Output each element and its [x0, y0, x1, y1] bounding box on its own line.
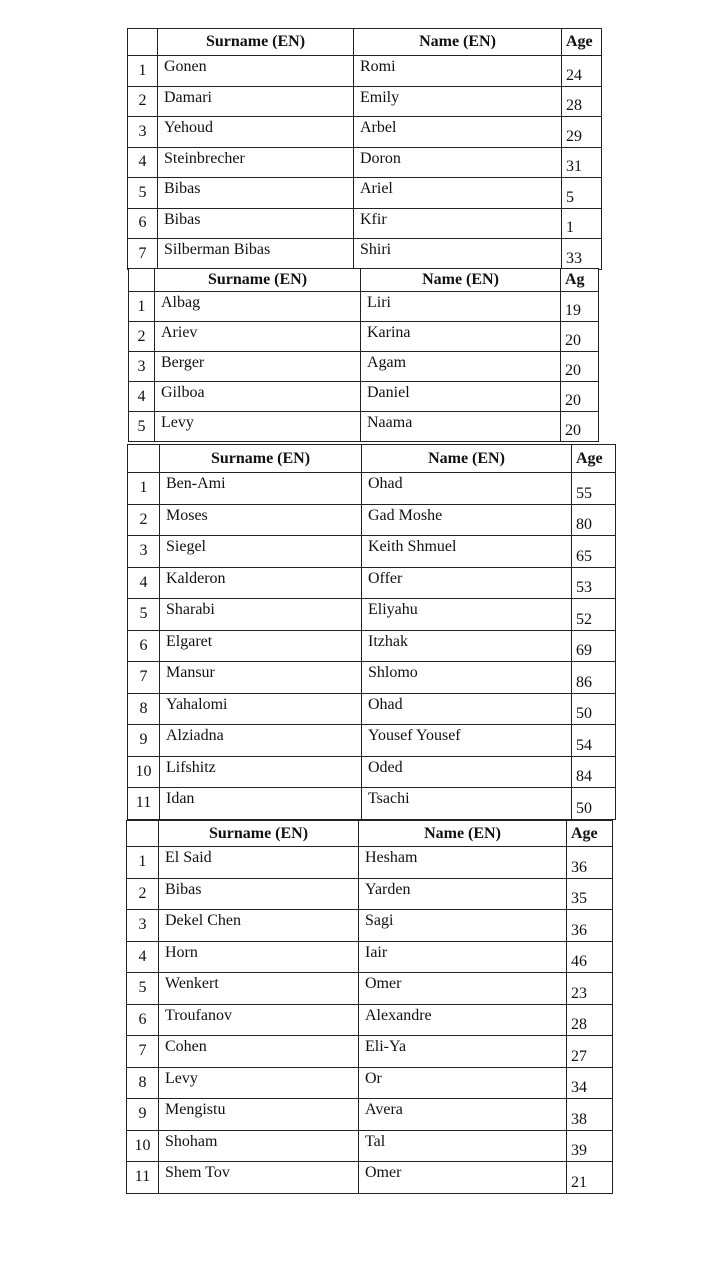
surname-cell: Cohen	[159, 1036, 359, 1068]
name-header: Name (EN)	[354, 29, 562, 56]
table-row	[129, 352, 599, 382]
surname-cell: Alziadna	[160, 725, 362, 757]
index-header	[127, 821, 159, 847]
surname-cell: Levy	[155, 412, 361, 442]
age-cell: 69	[572, 630, 616, 662]
table-row	[129, 382, 599, 412]
row-number: 4	[128, 567, 160, 599]
surname-cell: Horn	[159, 941, 359, 973]
name-cell: Naama	[361, 412, 561, 442]
row-number: 2	[129, 322, 155, 352]
table-row	[128, 788, 616, 820]
row-number: 4	[128, 147, 158, 178]
row-number: 7	[128, 662, 160, 694]
name-cell: Daniel	[361, 382, 561, 412]
name-cell: Kfir	[354, 208, 562, 239]
name-cell: Tal	[359, 1130, 567, 1162]
table-3	[127, 444, 616, 820]
table-row	[128, 56, 602, 87]
age-cell: 86	[572, 662, 616, 694]
age-cell: 53	[572, 567, 616, 599]
age-header: Age	[572, 445, 616, 473]
name-cell: Shlomo	[362, 662, 572, 694]
surname-cell: Troufanov	[159, 1004, 359, 1036]
surname-header: Surname (EN)	[160, 445, 362, 473]
surname-cell: Shem Tov	[159, 1162, 359, 1194]
table-1	[127, 28, 602, 270]
age-cell: 28	[562, 86, 602, 117]
name-cell: Tsachi	[362, 788, 572, 820]
surname-cell: Bibas	[159, 878, 359, 910]
name-cell: Yousef Yousef	[362, 725, 572, 757]
table-row	[128, 208, 602, 239]
surname-cell: Damari	[158, 86, 354, 117]
row-number: 1	[127, 847, 159, 879]
age-cell: 23	[567, 973, 613, 1005]
name-cell: Ohad	[362, 693, 572, 725]
header-row	[128, 29, 602, 56]
name-cell: Ariel	[354, 178, 562, 209]
index-header	[128, 445, 160, 473]
header-row	[127, 821, 613, 847]
row-number: 1	[128, 473, 160, 505]
surname-header: Surname (EN)	[155, 269, 361, 292]
age-cell: 55	[572, 473, 616, 505]
table-row	[127, 1162, 613, 1194]
row-number: 10	[127, 1130, 159, 1162]
surname-cell: Idan	[160, 788, 362, 820]
surname-cell: Shoham	[159, 1130, 359, 1162]
table-row	[128, 599, 616, 631]
age-header: Ag	[561, 269, 599, 292]
table-row	[128, 147, 602, 178]
row-number: 6	[128, 630, 160, 662]
table-2	[128, 268, 599, 442]
name-cell: Emily	[354, 86, 562, 117]
name-header: Name (EN)	[359, 821, 567, 847]
surname-cell: Ben-Ami	[160, 473, 362, 505]
table-row	[128, 630, 616, 662]
age-cell: 21	[567, 1162, 613, 1194]
surname-cell: Gilboa	[155, 382, 361, 412]
name-cell: Gad Moshe	[362, 504, 572, 536]
age-cell: 20	[561, 382, 599, 412]
name-cell: Itzhak	[362, 630, 572, 662]
row-number: 9	[127, 1099, 159, 1131]
row-number: 1	[128, 56, 158, 87]
row-number: 4	[129, 382, 155, 412]
name-cell: Doron	[354, 147, 562, 178]
surname-cell: Sharabi	[160, 599, 362, 631]
age-cell: 52	[572, 599, 616, 631]
age-cell: 31	[562, 147, 602, 178]
table-row	[128, 536, 616, 568]
age-cell: 46	[567, 941, 613, 973]
age-cell: 80	[572, 504, 616, 536]
row-number: 3	[128, 117, 158, 148]
name-cell: Arbel	[354, 117, 562, 148]
row-number: 2	[127, 878, 159, 910]
table-row	[127, 973, 613, 1005]
name-cell: Liri	[361, 292, 561, 322]
name-cell: Karina	[361, 322, 561, 352]
surname-cell: Albag	[155, 292, 361, 322]
row-number: 4	[127, 941, 159, 973]
age-cell: 27	[567, 1036, 613, 1068]
table-row	[127, 910, 613, 942]
age-cell: 20	[561, 412, 599, 442]
age-header: Age	[567, 821, 613, 847]
row-number: 5	[127, 973, 159, 1005]
age-cell: 24	[562, 56, 602, 87]
row-number: 11	[128, 788, 160, 820]
age-cell: 38	[567, 1099, 613, 1131]
surname-header: Surname (EN)	[158, 29, 354, 56]
surname-cell: Bibas	[158, 208, 354, 239]
table-row	[128, 693, 616, 725]
age-cell: 34	[567, 1067, 613, 1099]
table-row	[127, 1067, 613, 1099]
name-cell: Or	[359, 1067, 567, 1099]
name-cell: Eliyahu	[362, 599, 572, 631]
header-row	[128, 445, 616, 473]
table-row	[128, 567, 616, 599]
row-number: 2	[128, 86, 158, 117]
row-number: 11	[127, 1162, 159, 1194]
table-row	[129, 412, 599, 442]
age-header: Age	[562, 29, 602, 56]
age-cell: 33	[562, 239, 602, 270]
table-row	[128, 504, 616, 536]
age-cell: 20	[561, 352, 599, 382]
age-cell: 36	[567, 847, 613, 879]
name-header: Name (EN)	[362, 445, 572, 473]
age-cell: 5	[562, 178, 602, 209]
name-cell: Alexandre	[359, 1004, 567, 1036]
surname-header: Surname (EN)	[159, 821, 359, 847]
table-row	[129, 292, 599, 322]
name-cell: Sagi	[359, 910, 567, 942]
table-row	[127, 1004, 613, 1036]
surname-cell: Siegel	[160, 536, 362, 568]
table-row	[128, 117, 602, 148]
age-cell: 50	[572, 693, 616, 725]
name-cell: Omer	[359, 1162, 567, 1194]
surname-cell: Mengistu	[159, 1099, 359, 1131]
age-cell: 39	[567, 1130, 613, 1162]
surname-cell: Steinbrecher	[158, 147, 354, 178]
name-cell: Avera	[359, 1099, 567, 1131]
age-cell: 28	[567, 1004, 613, 1036]
table-row	[129, 322, 599, 352]
row-number: 7	[128, 239, 158, 270]
age-cell: 36	[567, 910, 613, 942]
row-number: 3	[128, 536, 160, 568]
surname-cell: Silberman Bibas	[158, 239, 354, 270]
name-cell: Hesham	[359, 847, 567, 879]
surname-cell: El Said	[159, 847, 359, 879]
name-cell: Eli-Ya	[359, 1036, 567, 1068]
name-cell: Romi	[354, 56, 562, 87]
table-row	[128, 239, 602, 270]
table-row	[127, 1099, 613, 1131]
table-row	[128, 756, 616, 788]
age-cell: 35	[567, 878, 613, 910]
row-number: 5	[128, 178, 158, 209]
row-number: 8	[128, 693, 160, 725]
surname-cell: Gonen	[158, 56, 354, 87]
table-row	[127, 847, 613, 879]
surname-cell: Yahalomi	[160, 693, 362, 725]
surname-cell: Ariev	[155, 322, 361, 352]
age-cell: 50	[572, 788, 616, 820]
index-header	[128, 29, 158, 56]
name-cell: Keith Shmuel	[362, 536, 572, 568]
surname-cell: Levy	[159, 1067, 359, 1099]
row-number: 9	[128, 725, 160, 757]
row-number: 2	[128, 504, 160, 536]
row-number: 6	[128, 208, 158, 239]
table-4	[126, 820, 613, 1194]
table-row	[127, 878, 613, 910]
surname-cell: Berger	[155, 352, 361, 382]
row-number: 10	[128, 756, 160, 788]
name-cell: Omer	[359, 973, 567, 1005]
table-row	[127, 1130, 613, 1162]
header-row	[129, 269, 599, 292]
row-number: 5	[128, 599, 160, 631]
row-number: 1	[129, 292, 155, 322]
row-number: 6	[127, 1004, 159, 1036]
index-header	[129, 269, 155, 292]
surname-cell: Kalderon	[160, 567, 362, 599]
surname-cell: Moses	[160, 504, 362, 536]
age-cell: 19	[561, 292, 599, 322]
table-row	[127, 941, 613, 973]
row-number: 3	[127, 910, 159, 942]
age-cell: 54	[572, 725, 616, 757]
name-cell: Agam	[361, 352, 561, 382]
surname-cell: Bibas	[158, 178, 354, 209]
age-cell: 84	[572, 756, 616, 788]
surname-cell: Mansur	[160, 662, 362, 694]
row-number: 5	[129, 412, 155, 442]
name-cell: Iair	[359, 941, 567, 973]
table-row	[128, 178, 602, 209]
surname-cell: Wenkert	[159, 973, 359, 1005]
table-row	[128, 662, 616, 694]
row-number: 7	[127, 1036, 159, 1068]
table-row	[128, 86, 602, 117]
surname-cell: Yehoud	[158, 117, 354, 148]
row-number: 8	[127, 1067, 159, 1099]
age-cell: 1	[562, 208, 602, 239]
age-cell: 29	[562, 117, 602, 148]
table-row	[128, 473, 616, 505]
surname-cell: Lifshitz	[160, 756, 362, 788]
table-row	[127, 1036, 613, 1068]
age-cell: 20	[561, 322, 599, 352]
table-row	[128, 725, 616, 757]
name-cell: Offer	[362, 567, 572, 599]
surname-cell: Dekel Chen	[159, 910, 359, 942]
row-number: 3	[129, 352, 155, 382]
name-cell: Oded	[362, 756, 572, 788]
name-header: Name (EN)	[361, 269, 561, 292]
name-cell: Shiri	[354, 239, 562, 270]
age-cell: 65	[572, 536, 616, 568]
surname-cell: Elgaret	[160, 630, 362, 662]
name-cell: Yarden	[359, 878, 567, 910]
name-cell: Ohad	[362, 473, 572, 505]
